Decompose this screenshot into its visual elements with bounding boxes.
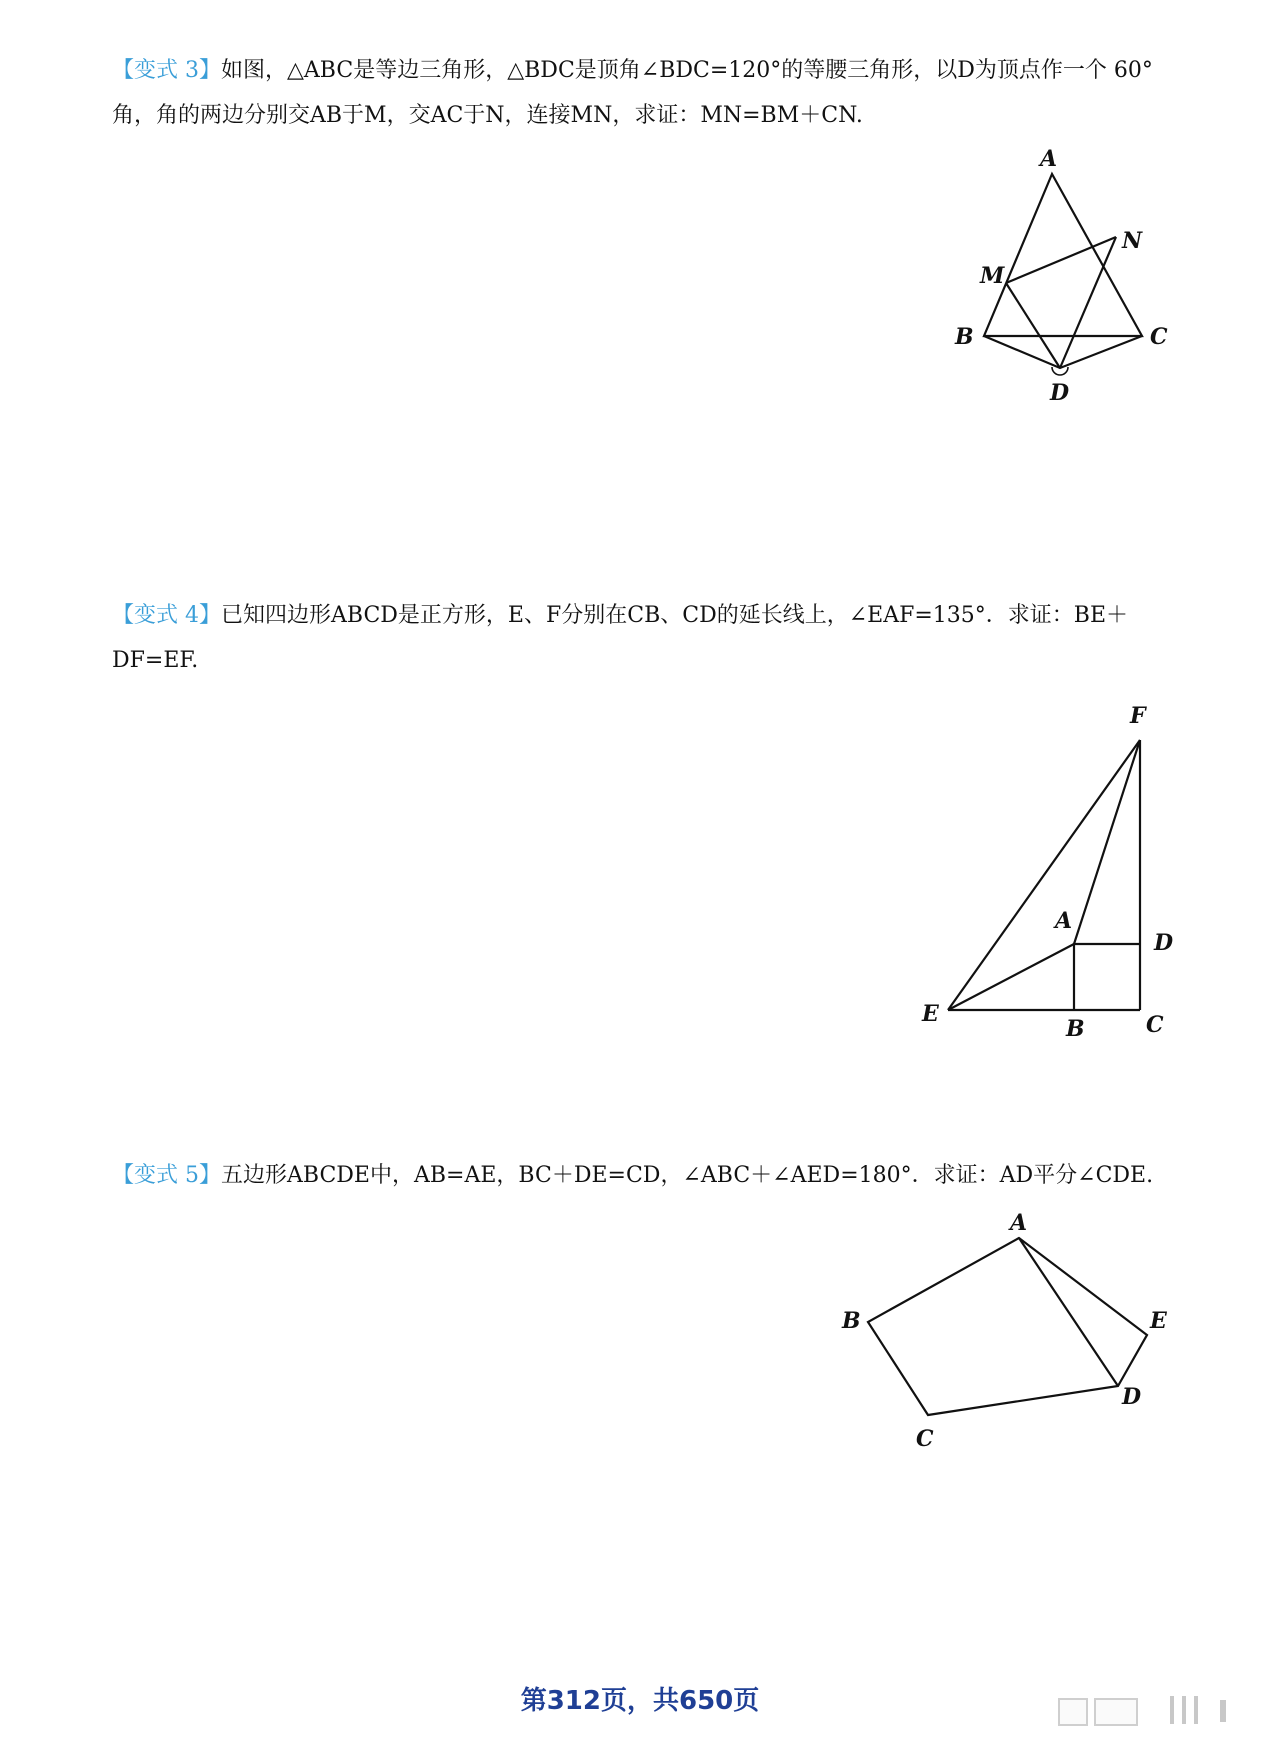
segment-md	[1006, 283, 1060, 368]
scroll-icon[interactable]	[1182, 1696, 1186, 1724]
problem-text: 如图，△ABC是等边三角形，△BDC是顶角∠BDC=120°的等腰三角形，以D为顶点作一个 60°角，角的两边分别交AB于M，交AC于N，连接MN，求证：MN=BM＋CN.	[112, 58, 1153, 128]
figure-square	[900, 690, 1200, 1040]
label-c: C	[1150, 324, 1168, 350]
label-c: C	[916, 1426, 934, 1452]
label-a: A	[1010, 1210, 1028, 1236]
segment-ad	[1019, 1238, 1118, 1386]
segment-ef	[948, 740, 1140, 1010]
label-b: B	[1066, 1016, 1085, 1042]
figure-equilateral-triangle	[900, 140, 1180, 410]
figure-pentagon	[820, 1210, 1180, 1460]
problem-text: 五边形ABCDE中，AB=AE，BC＋DE=CD，∠ABC＋∠AED=180°．求证：AD平分∠CDE.	[221, 1163, 1154, 1188]
pentagon-abcde	[868, 1238, 1147, 1415]
problem-tag: 【变式 4】	[112, 603, 221, 628]
scroll-icon[interactable]	[1170, 1696, 1174, 1724]
scroll-icon[interactable]	[1194, 1696, 1198, 1724]
problem-variant-4	[112, 593, 1192, 683]
label-e: E	[922, 1001, 939, 1027]
viewer-toolbar	[1050, 1696, 1250, 1726]
fit-width-icon[interactable]	[1094, 1698, 1138, 1726]
problem-variant-3	[112, 48, 1192, 138]
label-m: M	[980, 263, 1005, 289]
triangle-abc	[984, 174, 1142, 336]
square-abcd	[1074, 944, 1140, 1010]
page-number: 第312页，共650页	[520, 1686, 760, 1716]
label-n: N	[1122, 228, 1143, 254]
label-f: F	[1130, 703, 1146, 729]
problem-tag: 【变式 5】	[112, 1163, 221, 1188]
label-d: D	[1122, 1384, 1142, 1410]
label-b: B	[955, 324, 974, 350]
label-a: A	[1055, 908, 1073, 934]
problem-tag: 【变式 3】	[112, 58, 221, 83]
fit-page-icon[interactable]	[1058, 1698, 1088, 1726]
label-d: D	[1050, 380, 1070, 406]
segment-af	[1074, 740, 1140, 944]
problem-text: 已知四边形ABCD是正方形，E、F分别在CB、CD的延长线上，∠EAF=135°．求证：BE＋DF=EF.	[112, 603, 1129, 673]
label-a: A	[1040, 146, 1058, 172]
problem-variant-5	[112, 1153, 1192, 1198]
segment-ea	[948, 944, 1074, 1010]
label-d: D	[1154, 930, 1174, 956]
label-e: E	[1150, 1308, 1167, 1334]
label-b: B	[842, 1308, 861, 1334]
menu-icon[interactable]	[1220, 1700, 1226, 1722]
label-c: C	[1146, 1012, 1164, 1038]
